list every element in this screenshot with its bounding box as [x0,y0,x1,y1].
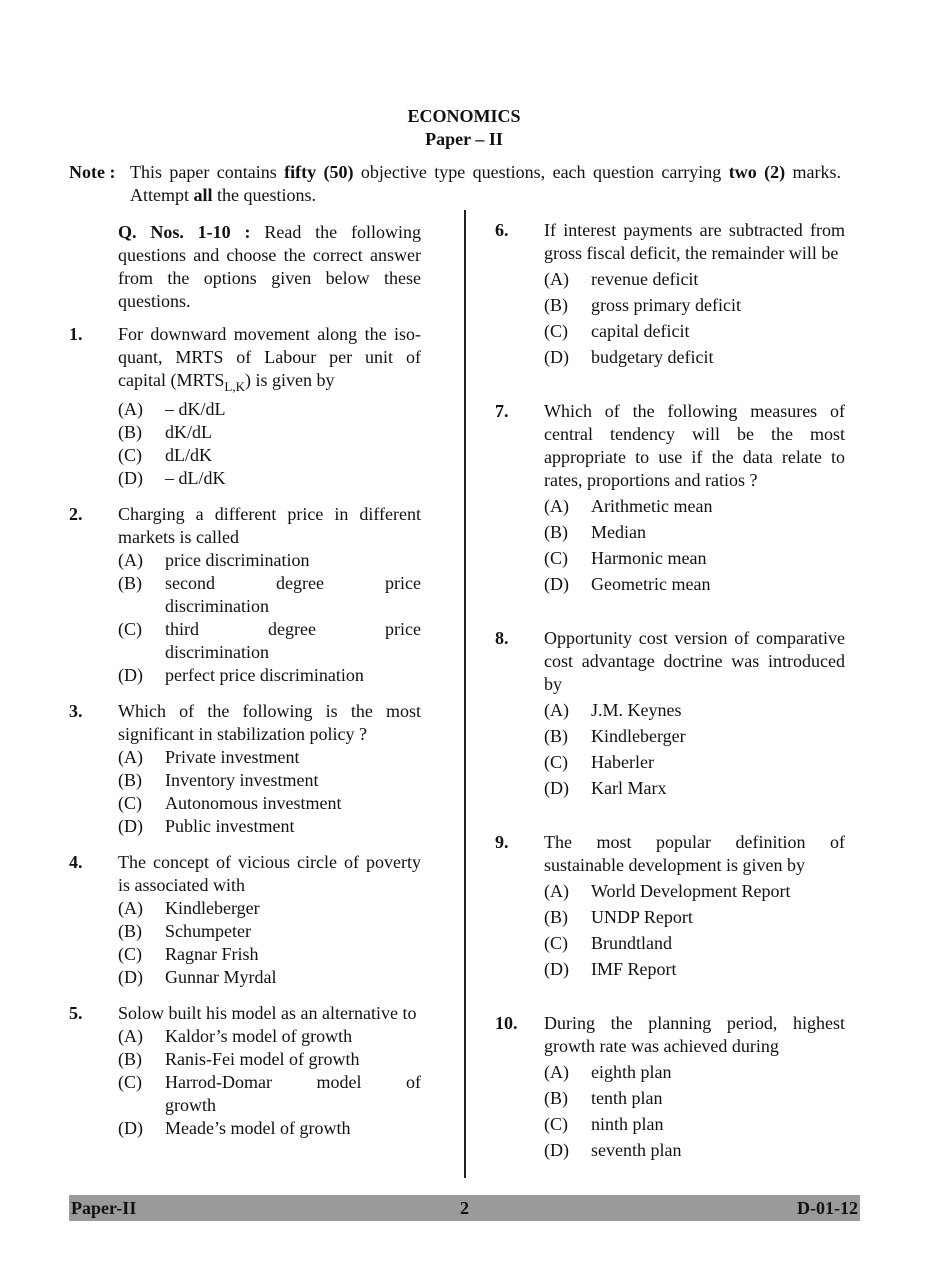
note-text: This paper contains fifty (50) objective type questions, each question carrying two (2) marks. Attempt all the questions. [130,162,841,205]
option-c: (C) Autonomous investment [118,793,342,813]
column-divider [464,210,466,1178]
option-b: (B) dK/dL [118,422,212,442]
question-text: The concept of vicious circle of poverty is associated with [118,852,421,895]
question-number: 6. [495,220,509,240]
question-number: 2. [69,504,83,524]
option-a: (A) Kaldor’s model of growth [118,1026,353,1046]
question-text: For downward movement along the iso-quant, MRTS of Labour per unit of capital $(MRTS_{L,K})$ is given by [118,324,421,394]
question-10 [495,1012,845,1165]
option-a: (A) World Development Report [544,881,791,901]
question-number: 4. [69,852,83,872]
option-d: (D) seventh plan [544,1140,682,1160]
question-3 [69,700,421,838]
paper-title: Paper – II [425,129,503,149]
question-1 [69,323,421,490]
question-4 [69,851,421,989]
option-a: (A) eighth plan [544,1062,672,1082]
option-b: (B) Ranis-Fei model of growth [118,1049,360,1069]
option-d: (D) Geometric mean [544,574,711,594]
question-number: 3. [69,701,83,721]
question-9 [495,831,845,984]
footer-code: D-01-12 [797,1198,858,1218]
option-b: (B) Schumpeter [118,921,251,941]
option-d: (D) Gunnar Myrdal [118,967,277,987]
question-text: Solow built his model as an alternative to [118,1003,417,1023]
option-a: (A) Arithmetic mean [544,496,713,516]
page-footer [69,1195,860,1221]
question-text: The most popular definition of sustainable development is given by [544,832,845,875]
question-7 [495,400,845,599]
option-c: (C) Haberler [544,752,654,772]
question-text: If interest payments are subtracted from gross fiscal deficit, the remainder will be [544,220,845,263]
option-b: (B) Median [544,522,646,542]
option-d: (D) Karl Marx [544,778,667,798]
question-number: 5. [69,1003,83,1023]
option-b: (B) tenth plan [544,1088,663,1108]
option-c: (C) Harmonic mean [544,548,707,568]
option-c: (C) dL/dK [118,445,212,465]
option-a: (A) J.M. Keynes [544,700,682,720]
note-label: Note : [69,162,116,182]
question-5 [69,1002,421,1140]
question-number: 1. [69,324,83,344]
option-d: (D) Meade’s model of growth [118,1118,351,1138]
question-6 [495,219,845,372]
question-text: Which of the following measures of central tendency will be the most appropriate to use if the data relate to rates, proportions and ratios ? [544,401,845,490]
question-8 [495,627,845,803]
option-c: (C) Harrod-Domar model of growth [118,1072,421,1115]
option-b: (B) Inventory investment [118,770,319,790]
option-a: (A) – dK/dL [118,399,226,419]
option-b: (B) second degree price discrimination [118,573,421,616]
question-number: 7. [495,401,509,421]
option-a: (A) price discrimination [118,550,310,570]
subscript: L,K [224,379,245,394]
right-column [495,219,845,1193]
option-b: (B) UNDP Report [544,907,693,927]
question-number: 10. [495,1013,518,1033]
option-b: (B) gross primary deficit [544,295,741,315]
option-c: (C) ninth plan [544,1114,664,1134]
footer-paper: Paper-II [71,1198,137,1218]
question-2 [69,503,421,687]
option-c: (C) capital deficit [544,321,690,341]
option-b: (B) Kindleberger [544,726,686,746]
option-a: (A) Private investment [118,747,300,767]
section-instructions: Q. Nos. 1-10 : Read the following questions and choose the correct answer from the options given below these questions. [118,222,421,311]
instructions-note [69,161,841,207]
option-c: (C) third degree price discrimination [118,619,421,662]
question-text: Opportunity cost version of comparative cost advantage doctrine was introduced by [544,628,845,694]
question-number: 8. [495,628,509,648]
question-text: During the planning period, highest growth rate was achieved during [544,1013,845,1056]
question-text: Which of the following is the most significant in stabilization policy ? [118,701,421,744]
option-c: (C) Ragnar Frish [118,944,259,964]
question-number: 9. [495,832,509,852]
option-d: (D) perfect price discrimination [118,665,364,685]
subject-title: ECONOMICS [407,106,521,126]
option-d: (D) – dL/dK [118,468,226,488]
question-text: Charging a different price in different markets is called [118,504,421,547]
option-a: (A) revenue deficit [544,269,699,289]
option-a: (A) Kindleberger [118,898,260,918]
option-c: (C) Brundtland [544,933,672,953]
option-d: (D) IMF Report [544,959,677,979]
option-d: (D) Public investment [118,816,295,836]
left-column [69,221,421,1153]
option-d: (D) budgetary deficit [544,347,714,367]
page-number: 2 [460,1198,469,1218]
